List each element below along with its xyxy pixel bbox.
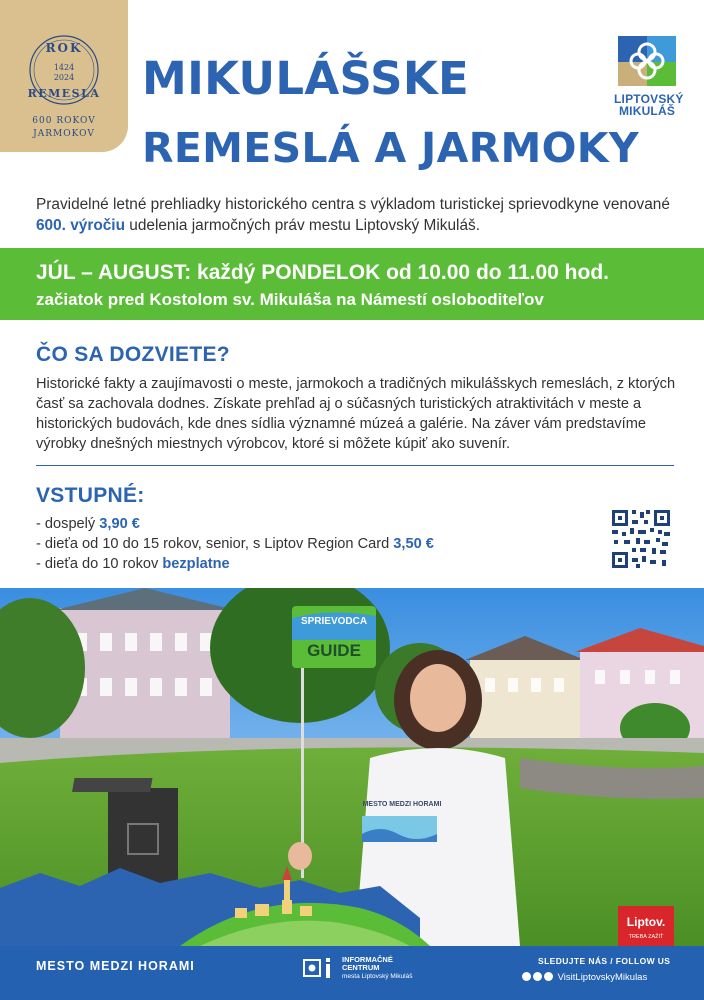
shirt-text: MESTO MEDZI HORAMI [362, 801, 442, 808]
instagram-icon[interactable] [522, 972, 531, 981]
schedule-date-time: JÚL – AUGUST: každý PONDELOK od 10.00 do 11.00 hod. [36, 261, 609, 284]
badge-word-top: ROK [45, 41, 83, 55]
admission-price: 3,90 € [99, 516, 140, 532]
town-square-illustration [0, 588, 704, 946]
learn-heading: ČO SA DOZVIETE? [36, 343, 230, 366]
social-handle-text: VisitLiptovskyMikulas [557, 972, 648, 983]
web-icon[interactable] [544, 972, 553, 981]
info-centre-line-2: CENTRUM [342, 963, 380, 973]
section-divider [36, 465, 674, 466]
page-title-line-2: REMESLÁ A JARMOKY [142, 124, 639, 172]
guide-sign-bottom: GUIDE [307, 641, 361, 660]
intro-text [36, 194, 676, 236]
schedule-meeting-point: začiatok pred Kostolom sv. Mikuláša na Námestí osloboditeľov [36, 290, 544, 309]
city-logo [614, 30, 684, 118]
admission-price: bezplatne [162, 556, 230, 572]
brand-name: Liptov. [626, 915, 666, 929]
admission-label: - dieťa do 10 rokov [36, 556, 163, 572]
info-centre-line-1: INFORMAČNÉ [342, 955, 393, 964]
badge-word-bottom: REMESLA [27, 87, 101, 100]
follow-us-label: SLEDUJTE NÁS / FOLLOW US [538, 956, 671, 966]
badge-caption-2: JARMOKOV [33, 129, 95, 139]
info-centre-line-3: mesta Liptovský Mikuláš [342, 972, 413, 980]
intro-highlight: 600. výročiu [36, 217, 125, 234]
info-centre-icon [302, 956, 338, 982]
city-emblem-icon [614, 30, 680, 88]
historic-building-right [470, 658, 580, 743]
footer [0, 946, 704, 1000]
admission-item-small-child [36, 554, 434, 574]
admission-price: 3,50 € [393, 536, 434, 552]
guide-sign-top: SPRIEVODCA [300, 616, 368, 627]
badge-year-end: 2024 [53, 73, 75, 82]
page-title-line-1: MIKULÁŠSKE [142, 52, 470, 105]
historic-building-left [60, 608, 230, 743]
footer-motto: MESTO MEDZI HORAMI [36, 959, 195, 973]
learn-text: Historické fakty a zaujímavosti o meste, jarmokoch a tradičných mikulášskych remeslách, z ktorých časť sa zachovala dodnes. Získate prehľad aj o súčasných turistických atraktivitách v meste a historických budovách, kde dnes sídlia významné múzeá a galérie. Na záver vám predstavíme výrobky dnešných miestnych výrobcov, ktoré si môžete kúpiť ako suvenír. [36, 376, 676, 452]
qr-code-icon[interactable] [610, 508, 672, 570]
admission-label: - dospelý [36, 516, 100, 532]
admission-item-child-senior [36, 534, 434, 554]
badge-year-start: 1424 [53, 63, 75, 72]
schedule-banner [0, 248, 704, 320]
intro-text-after: udelenia jarmočných práv mestu Liptovský Mikuláš. [124, 217, 480, 234]
facebook-icon[interactable] [533, 972, 542, 981]
logo-line-2: MIKULÁŠ [618, 104, 676, 118]
anniversary-badge [0, 0, 128, 152]
logo-line-1: LIPTOVSKÝ [614, 92, 684, 106]
anniversary-seal-icon [0, 0, 128, 120]
info-centre-label [342, 956, 412, 981]
social-handle[interactable] [522, 972, 647, 983]
admission-label: - dieťa od 10 do 15 rokov, senior, s Liptov Region Card [36, 536, 394, 552]
admission-list [36, 514, 434, 574]
admission-heading: VSTUPNÉ: [36, 484, 145, 507]
badge-caption-1: 600 ROKOV [32, 116, 96, 126]
admission-item-adult [36, 514, 434, 534]
intro-text-before: Pravidelné letné prehliadky historického centra s výkladom turistickej sprievodkyne venované [36, 196, 670, 213]
town-square-photo [0, 588, 704, 946]
brand-tagline: TREBA ZAŽIŤ [628, 934, 664, 940]
